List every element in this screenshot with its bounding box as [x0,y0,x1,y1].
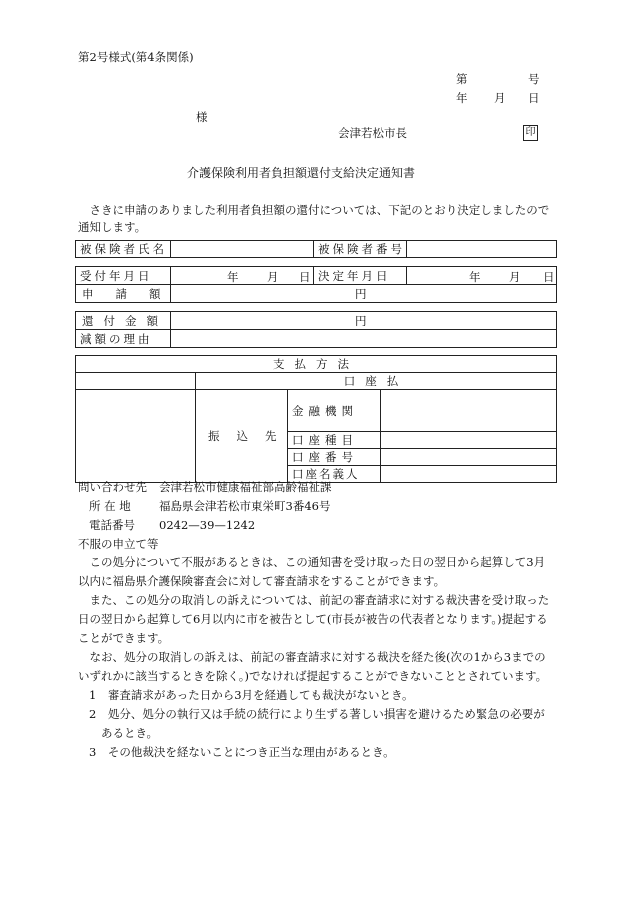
received-date-label: 受付年月日 [76,267,171,285]
address-label: 所 在 地 [89,499,131,513]
received-month: 月 [267,269,279,284]
contact-office: 会津若松市健康福祉部高齢福祉課 [159,480,332,494]
appeal-item-3: 3 その他裁決を経ないことにつき正当な理由があるとき。 [89,745,395,759]
bank-label: 金融機関 [288,390,381,432]
contact-phone: 0242—39—1242 [159,518,256,532]
document-title: 介護保険利用者負担額還付支給決定通知書 [187,166,416,180]
insured-name-label: 被保険者氏名 [76,241,171,258]
insured-number-label: 被保険者番号 [314,241,407,258]
appeal-heading: 不服の申立て等 [78,537,159,551]
account-type-value [381,432,557,449]
refund-amount-value [171,312,557,330]
appeal-paragraph-1: この処分について不服があるときは、この通知書を受け取った日の翌日から起算して3月以内に福島県介護保険審査会に対して審査請求をすることができます。 [78,555,546,588]
intro-paragraph [78,202,553,236]
appeal-paragraph-2: また、この処分の取消しの訴えについては、前記の審査請求に対する裁決書を受け取った日の翌日から起算して6月以内に市を被告として(市長が被告の代表者となります。)提起することができます。 [78,593,550,645]
requested-amount-value [171,285,557,303]
date-year: 年 [456,91,468,105]
decided-year: 年 [469,269,481,284]
application-table [75,266,557,303]
doc-no-prefix: 第 [456,72,468,86]
received-day: 日 [299,269,311,284]
account-holder-label: 口座名義人 [288,466,381,483]
reduction-reason-value [171,330,557,348]
refund-table [75,311,557,348]
issuer: 会津若松市長 [338,126,407,140]
payment-table [75,355,557,483]
refund-yen: 円 [355,313,367,328]
decided-date-label: 決定年月日 [314,267,407,285]
payment-left-blank [76,390,196,483]
insured-name-value [171,241,314,258]
intro-text: さきに申請のありました利用者負担額の還付については、下記のとおり決定しましたので通知します。 [78,203,550,234]
appeal-paragraph-3: なお、処分の取消しの訴えは、前記の審査請求に対する裁決を経た後(次の1から3までのいずれかに該当するときを除く。)でなければ提起することができないこととされています。 [78,650,548,683]
phone-label: 電話番号 [89,518,135,532]
decided-month: 月 [509,269,521,284]
payment-blank-cell [76,373,196,390]
decided-day: 日 [543,269,555,284]
refund-amount-label: 還付金額 [76,312,171,330]
transfer-to-label: 振込先 [196,390,288,483]
doc-no-suffix: 号 [528,72,540,86]
requested-yen: 円 [355,286,367,301]
form-number: 第2号様式(第4条関係) [78,50,194,64]
appeal-item-1: 1 審査請求があった日から3月を経過しても裁決がないとき。 [89,688,414,702]
appeal-item-2: 2 処分、処分の執行又は手続の続行により生ずる著しい損害を避けるため緊急の必要があるとき。 [89,707,545,740]
account-type-label: 口座種目 [288,432,381,449]
decided-date-value [407,267,557,285]
contact-label: 問い合わせ先 [78,480,147,494]
requested-amount-label: 申請額 [76,285,171,303]
insured-info-table [75,240,557,258]
received-date-value [171,267,314,285]
payment-method-header: 支払方法 [76,356,557,373]
received-year: 年 [227,269,239,284]
insured-number-value [407,241,557,258]
account-payment-header: 口座払 [196,373,557,390]
date-day: 日 [528,91,540,105]
account-number-label: 口座番号 [288,449,381,466]
date-month: 月 [494,91,506,105]
seal-mark: 印 [523,125,538,141]
contact-address: 福島県会津若松市東栄町3番46号 [159,499,331,513]
addressee-suffix: 様 [196,110,208,124]
account-holder-value [381,466,557,483]
bank-value [381,390,557,432]
appeal-body [78,553,553,762]
reduction-reason-label: 減額の理由 [76,330,171,348]
account-number-value [381,449,557,466]
